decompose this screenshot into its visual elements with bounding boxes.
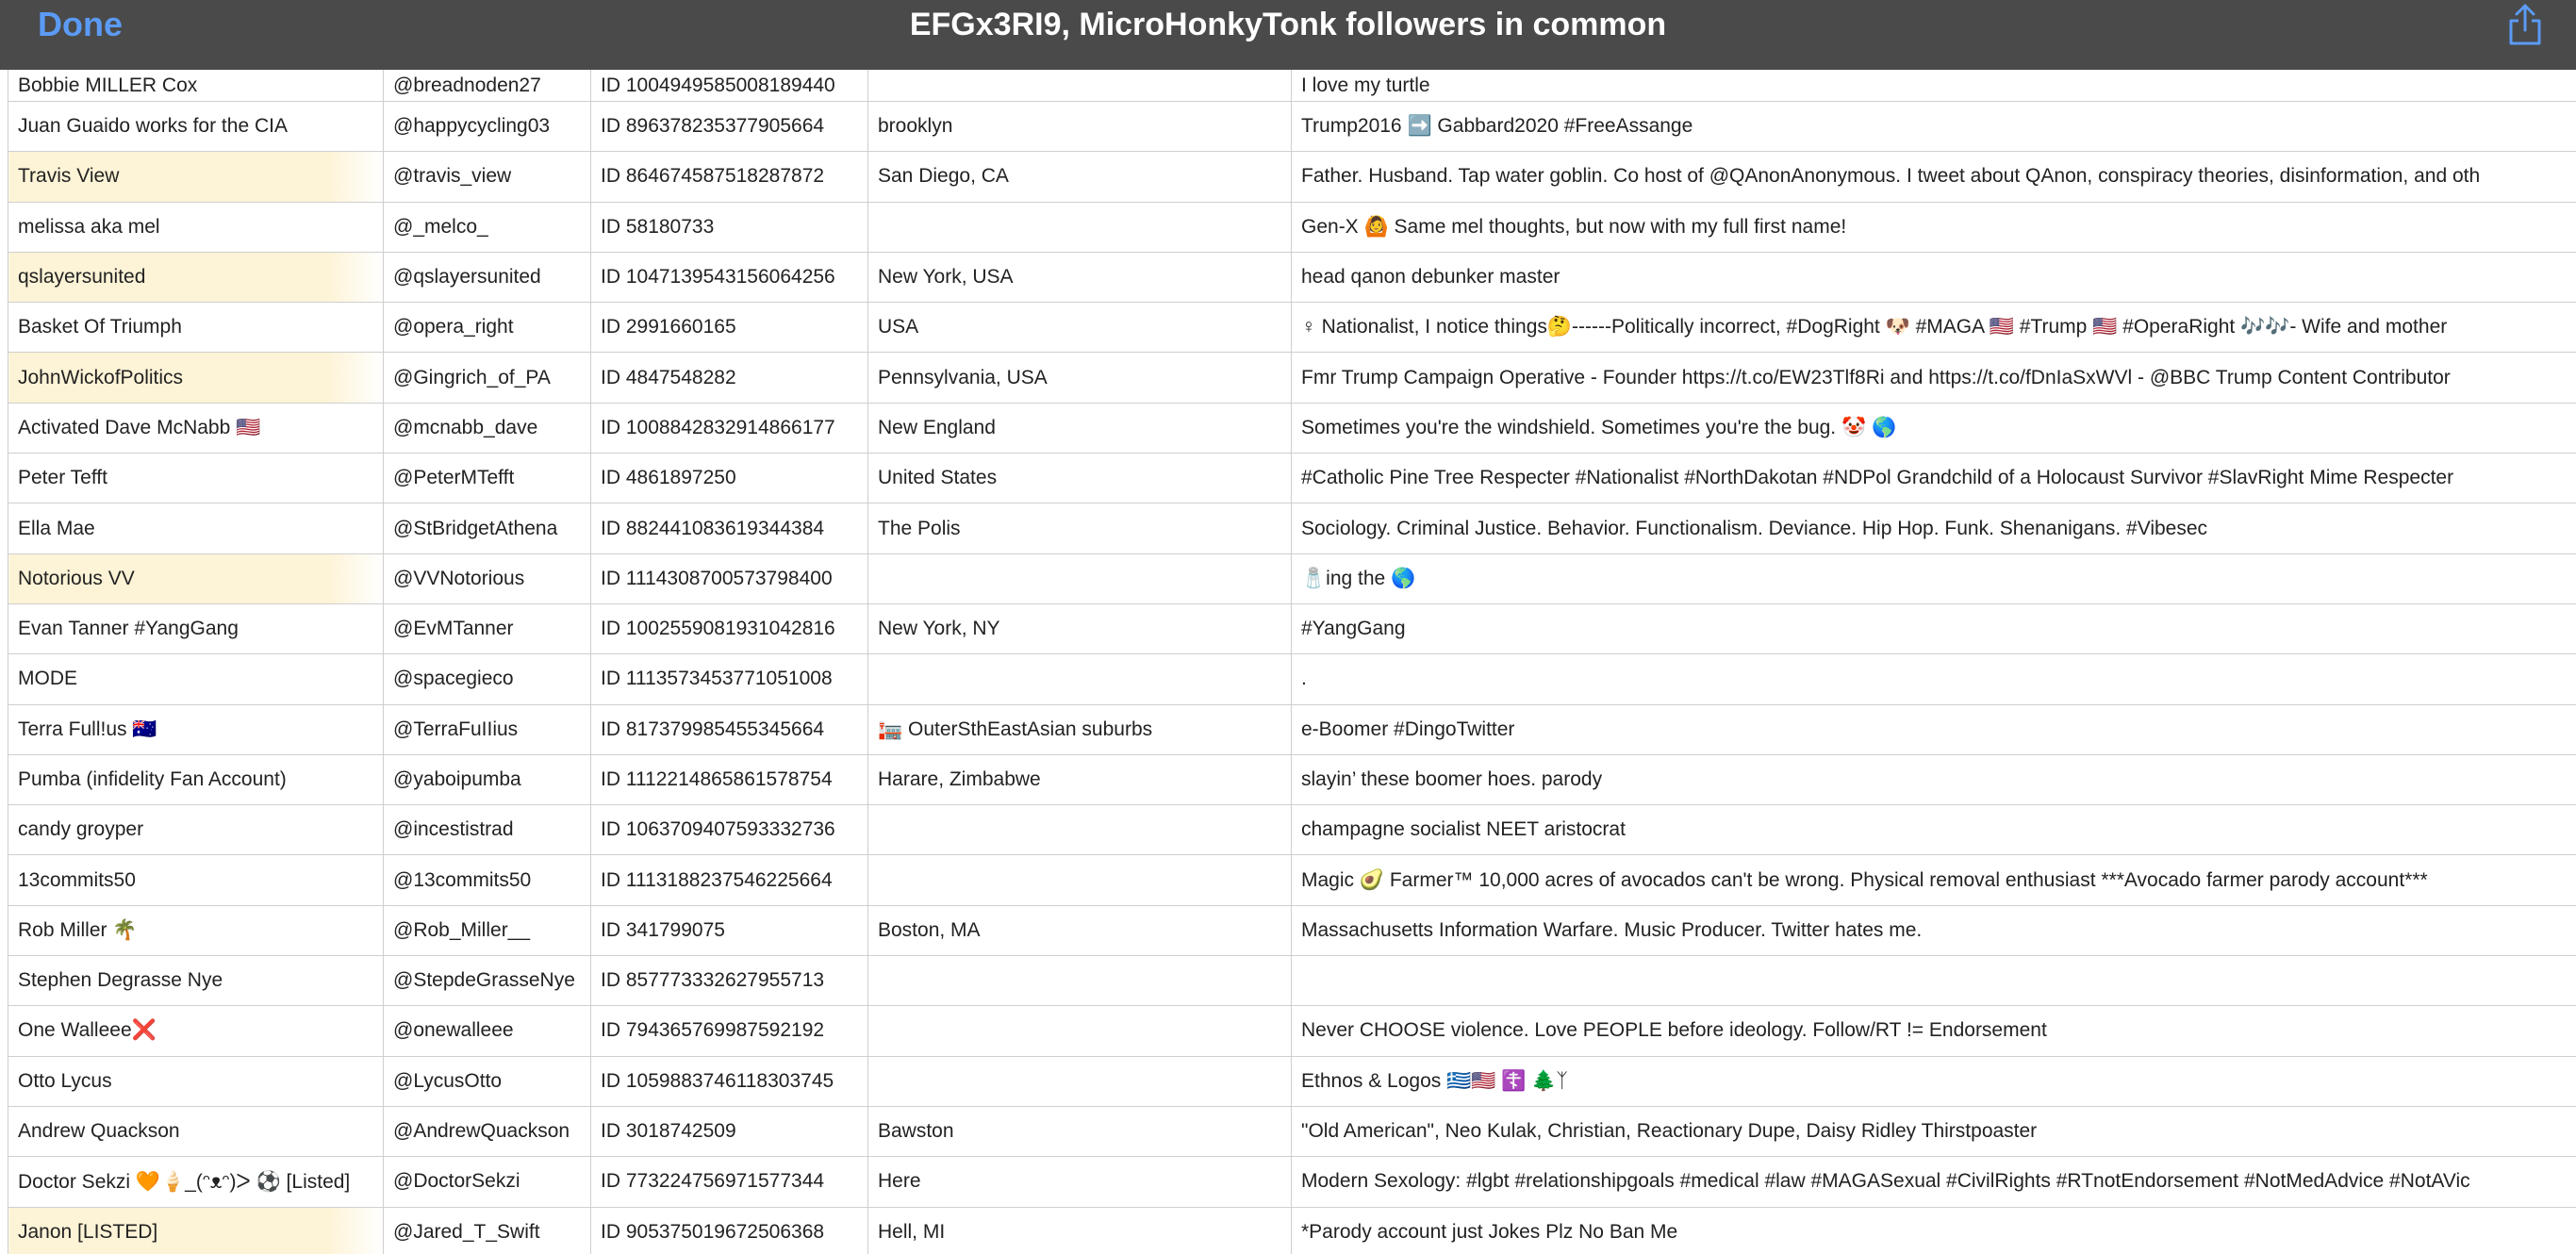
user-handle-cell: @breadnoden27 [384, 59, 591, 102]
done-button[interactable]: Done [38, 5, 123, 43]
table-row[interactable] [8, 403, 2576, 453]
table-row[interactable] [8, 603, 2576, 653]
table-row[interactable] [8, 654, 2576, 704]
user-name-cell: Janon [LISTED] [8, 1207, 384, 1254]
user-name-cell: Stephen Degrasse Nye [8, 956, 384, 1006]
user-handle-cell: @13commits50 [384, 855, 591, 905]
user-name-cell: Andrew Quackson [8, 1106, 384, 1156]
user-id-cell: ID 817379985455345664 [591, 704, 868, 754]
user-name-cell: Rob Miller 🌴 [8, 905, 384, 955]
user-bio-cell: head qanon debunker master [1292, 252, 2576, 302]
user-location-cell [868, 553, 1292, 603]
table-row[interactable] [8, 704, 2576, 754]
user-location-cell: Here [868, 1157, 1292, 1207]
table-row[interactable] [8, 754, 2576, 804]
user-location-cell: New York, USA [868, 252, 1292, 302]
user-location-cell: New England [868, 403, 1292, 453]
user-id-cell: ID 1002559081931042816 [591, 603, 868, 653]
user-location-cell [868, 1056, 1292, 1106]
user-id-cell: ID 882441083619344384 [591, 503, 868, 553]
user-location-cell [868, 1006, 1292, 1056]
user-bio-cell: Magic 🥑 Farmer™ 10,000 acres of avocados can't be wrong. Physical removal enthusiast ***Avocado farmer parody account*** [1292, 855, 2576, 905]
user-location-cell [868, 855, 1292, 905]
user-handle-cell: @mcnabb_dave [384, 403, 591, 453]
user-location-cell: brooklyn [868, 102, 1292, 152]
user-location-cell: 🏣 OuterSthEastAsian suburbs [868, 704, 1292, 754]
user-bio-cell: Trump2016 ➡️ Gabbard2020 #FreeAssange [1292, 102, 2576, 152]
user-name-cell: Ella Mae [8, 503, 384, 553]
user-location-cell: Boston, MA [868, 905, 1292, 955]
user-name-cell: MODE [8, 654, 384, 704]
user-handle-cell: @_melco_ [384, 202, 591, 252]
table-row[interactable] [8, 553, 2576, 603]
user-handle-cell: @AndrewQuackson [384, 1106, 591, 1156]
table-row[interactable] [8, 353, 2576, 403]
user-bio-cell: e-Boomer #DingoTwitter [1292, 704, 2576, 754]
user-name-cell: qslayersunited [8, 252, 384, 302]
user-name-cell: melissa aka mel [8, 202, 384, 252]
user-handle-cell: @EvMTanner [384, 603, 591, 653]
user-location-cell [868, 805, 1292, 855]
user-bio-cell: ♀ Nationalist, I notice things🤔------Politically incorrect, #DogRight 🐶 #MAGA 🇺🇸 #Trump 🇺🇸 #OperaRight 🎶🎶- Wife and mother [1292, 303, 2576, 353]
table-body [8, 59, 2576, 1254]
user-id-cell: ID 857773332627955713 [591, 956, 868, 1006]
user-location-cell: The Polis [868, 503, 1292, 553]
user-handle-cell: @VVNotorious [384, 553, 591, 603]
user-handle-cell: @LycusOtto [384, 1056, 591, 1106]
user-name-cell: candy groyper [8, 805, 384, 855]
user-name-cell: Basket Of Triumph [8, 303, 384, 353]
user-handle-cell: @incestistrad [384, 805, 591, 855]
table-row[interactable] [8, 1106, 2576, 1156]
user-id-cell: ID 4861897250 [591, 454, 868, 503]
user-location-cell: Hell, MI [868, 1207, 1292, 1254]
user-bio-cell: 🧂ing the 🌎 [1292, 553, 2576, 603]
user-name-cell: Doctor Sekzi 🧡🍦_(ᵔᴥᵔ)ᐳ ⚽️ [Listed] [8, 1157, 384, 1207]
user-bio-cell: Sometimes you're the windshield. Sometimes you're the bug. 🤡 🌎 [1292, 403, 2576, 453]
user-handle-cell: @Gingrich_of_PA [384, 353, 591, 403]
user-id-cell: ID 1113188237546225664 [591, 855, 868, 905]
user-name-cell: Peter Tefft [8, 454, 384, 503]
user-name-cell: Notorious VV [8, 553, 384, 603]
user-handle-cell: @TerraFuIIius [384, 704, 591, 754]
share-icon[interactable] [2502, 2, 2548, 47]
user-location-cell: New York, NY [868, 603, 1292, 653]
user-bio-cell: I love my turtle [1292, 59, 2576, 102]
user-handle-cell: @spacegieco [384, 654, 591, 704]
table-row[interactable] [8, 1207, 2576, 1254]
table-row[interactable] [8, 805, 2576, 855]
table-row[interactable] [8, 1006, 2576, 1056]
user-location-cell [868, 202, 1292, 252]
user-id-cell: ID 905375019672506368 [591, 1207, 868, 1254]
user-handle-cell: @StBridgetAthena [384, 503, 591, 553]
table-row[interactable] [8, 956, 2576, 1006]
user-id-cell: ID 794365769987592192 [591, 1006, 868, 1056]
user-id-cell: ID 341799075 [591, 905, 868, 955]
user-handle-cell: @PeterMTefft [384, 454, 591, 503]
user-name-cell: Bobbie MILLER Cox [8, 59, 384, 102]
user-id-cell: ID 773224756971577344 [591, 1157, 868, 1207]
user-location-cell: Bawston [868, 1106, 1292, 1156]
user-bio-cell: "Old American", Neo Kulak, Christian, Reactionary Dupe, Daisy Ridley Thirstpoaster [1292, 1106, 2576, 1156]
table-row[interactable] [8, 152, 2576, 202]
user-location-cell: Pennsylvania, USA [868, 353, 1292, 403]
table-row[interactable] [8, 905, 2576, 955]
table-row[interactable] [8, 503, 2576, 553]
followers-table [8, 58, 2576, 1254]
user-name-cell: 13commits50 [8, 855, 384, 905]
user-id-cell: ID 864674587518287872 [591, 152, 868, 202]
user-handle-cell: @qslayersunited [384, 252, 591, 302]
user-bio-cell: Gen-X 🙆 Same mel thoughts, but now with my full first name! [1292, 202, 2576, 252]
user-bio-cell: Sociology. Criminal Justice. Behavior. Functionalism. Deviance. Hip Hop. Funk. Shenanigans. #Vibesec [1292, 503, 2576, 553]
table-row[interactable] [8, 102, 2576, 152]
user-bio-cell: *Parody account just Jokes Plz No Ban Me [1292, 1207, 2576, 1254]
table-row[interactable] [8, 454, 2576, 503]
user-location-cell [868, 956, 1292, 1006]
user-name-cell: Pumba (infidelity Fan Account) [8, 754, 384, 804]
user-id-cell: ID 1047139543156064256 [591, 252, 868, 302]
user-id-cell: ID 1113573453771051008 [591, 654, 868, 704]
user-handle-cell: @onewalleee [384, 1006, 591, 1056]
user-name-cell: Travis View [8, 152, 384, 202]
user-id-cell: ID 4847548282 [591, 353, 868, 403]
user-bio-cell: Massachusetts Information Warfare. Music Producer. Twitter hates me. [1292, 905, 2576, 955]
user-id-cell: ID 58180733 [591, 202, 868, 252]
user-id-cell: ID 1008842832914866177 [591, 403, 868, 453]
user-bio-cell: . [1292, 654, 2576, 704]
user-name-cell: Terra Full!us 🇦🇺 [8, 704, 384, 754]
user-name-cell: Otto Lycus [8, 1056, 384, 1106]
user-bio-cell: Ethnos & Logos 🇬🇷🇺🇸 ☦️ 🌲ᛉ [1292, 1056, 2576, 1106]
user-id-cell: ID 1114308700573798400 [591, 553, 868, 603]
user-bio-cell: champagne socialist NEET aristocrat [1292, 805, 2576, 855]
user-name-cell: Evan Tanner #YangGang [8, 603, 384, 653]
user-location-cell: USA [868, 303, 1292, 353]
user-handle-cell: @DoctorSekzi [384, 1157, 591, 1207]
user-handle-cell: @Rob_Miller__ [384, 905, 591, 955]
user-bio-cell: Modern Sexology: #lgbt #relationshipgoals #medical #law #MAGASexual #CivilRights #RTnotEndorsement #NotMedAdvice #NotAVic [1292, 1157, 2576, 1207]
user-location-cell [868, 654, 1292, 704]
user-bio-cell: Never CHOOSE violence. Love PEOPLE before ideology. Follow/RT != Endorsement [1292, 1006, 2576, 1056]
user-bio-cell [1292, 956, 2576, 1006]
table-row[interactable] [8, 303, 2576, 353]
user-id-cell: ID 1112214865861578754 [591, 754, 868, 804]
table-row[interactable] [8, 202, 2576, 252]
user-location-cell: San Diego, CA [868, 152, 1292, 202]
user-name-cell: JohnWickofPolitics [8, 353, 384, 403]
user-bio-cell: #YangGang [1292, 603, 2576, 653]
table-row[interactable] [8, 1157, 2576, 1207]
table-row[interactable] [8, 252, 2576, 302]
user-id-cell: ID 1059883746118303745 [591, 1056, 868, 1106]
user-bio-cell: Father. Husband. Tap water goblin. Co host of @QAnonAnonymous. I tweet about QAnon, conspiracy theories, disinformation, and oth [1292, 152, 2576, 202]
user-bio-cell: Fmr Trump Campaign Operative - Founder https://t.co/EW23Tlf8Ri and https://t.co/fDnIaSxWVl - @BBC Trump Content Contributor [1292, 353, 2576, 403]
user-handle-cell: @travis_view [384, 152, 591, 202]
user-bio-cell: #Catholic Pine Tree Respecter #Nationalist #NorthDakotan #NDPol Grandchild of a Holocaust Survivor #SlavRight Mime Respecter [1292, 454, 2576, 503]
user-id-cell: ID 3018742509 [591, 1106, 868, 1156]
table-row[interactable] [8, 1056, 2576, 1106]
user-id-cell: ID 1063709407593332736 [591, 805, 868, 855]
user-name-cell: Activated Dave McNabb 🇺🇸 [8, 403, 384, 453]
navigation-bar [0, 0, 2576, 70]
user-name-cell: Juan Guaido works for the CIA [8, 102, 384, 152]
user-bio-cell: slayin’ these boomer hoes. parody [1292, 754, 2576, 804]
followers-table-container[interactable] [0, 58, 2576, 1254]
user-handle-cell: @Jared_T_Swift [384, 1207, 591, 1254]
user-handle-cell: @opera_right [384, 303, 591, 353]
table-row[interactable] [8, 855, 2576, 905]
user-id-cell: ID 2991660165 [591, 303, 868, 353]
user-handle-cell: @happycycling03 [384, 102, 591, 152]
page-title: EFGx3RI9, MicroHonkyTonk followers in common [909, 7, 1667, 42]
user-handle-cell: @yaboipumba [384, 754, 591, 804]
user-name-cell: One Walleee❌ [8, 1006, 384, 1056]
user-handle-cell: @StepdeGrasseNye [384, 956, 591, 1006]
user-location-cell: Harare, Zimbabwe [868, 754, 1292, 804]
user-location-cell: United States [868, 454, 1292, 503]
user-id-cell: ID 1004949585008189440 [591, 59, 868, 102]
user-id-cell: ID 896378235377905664 [591, 102, 868, 152]
